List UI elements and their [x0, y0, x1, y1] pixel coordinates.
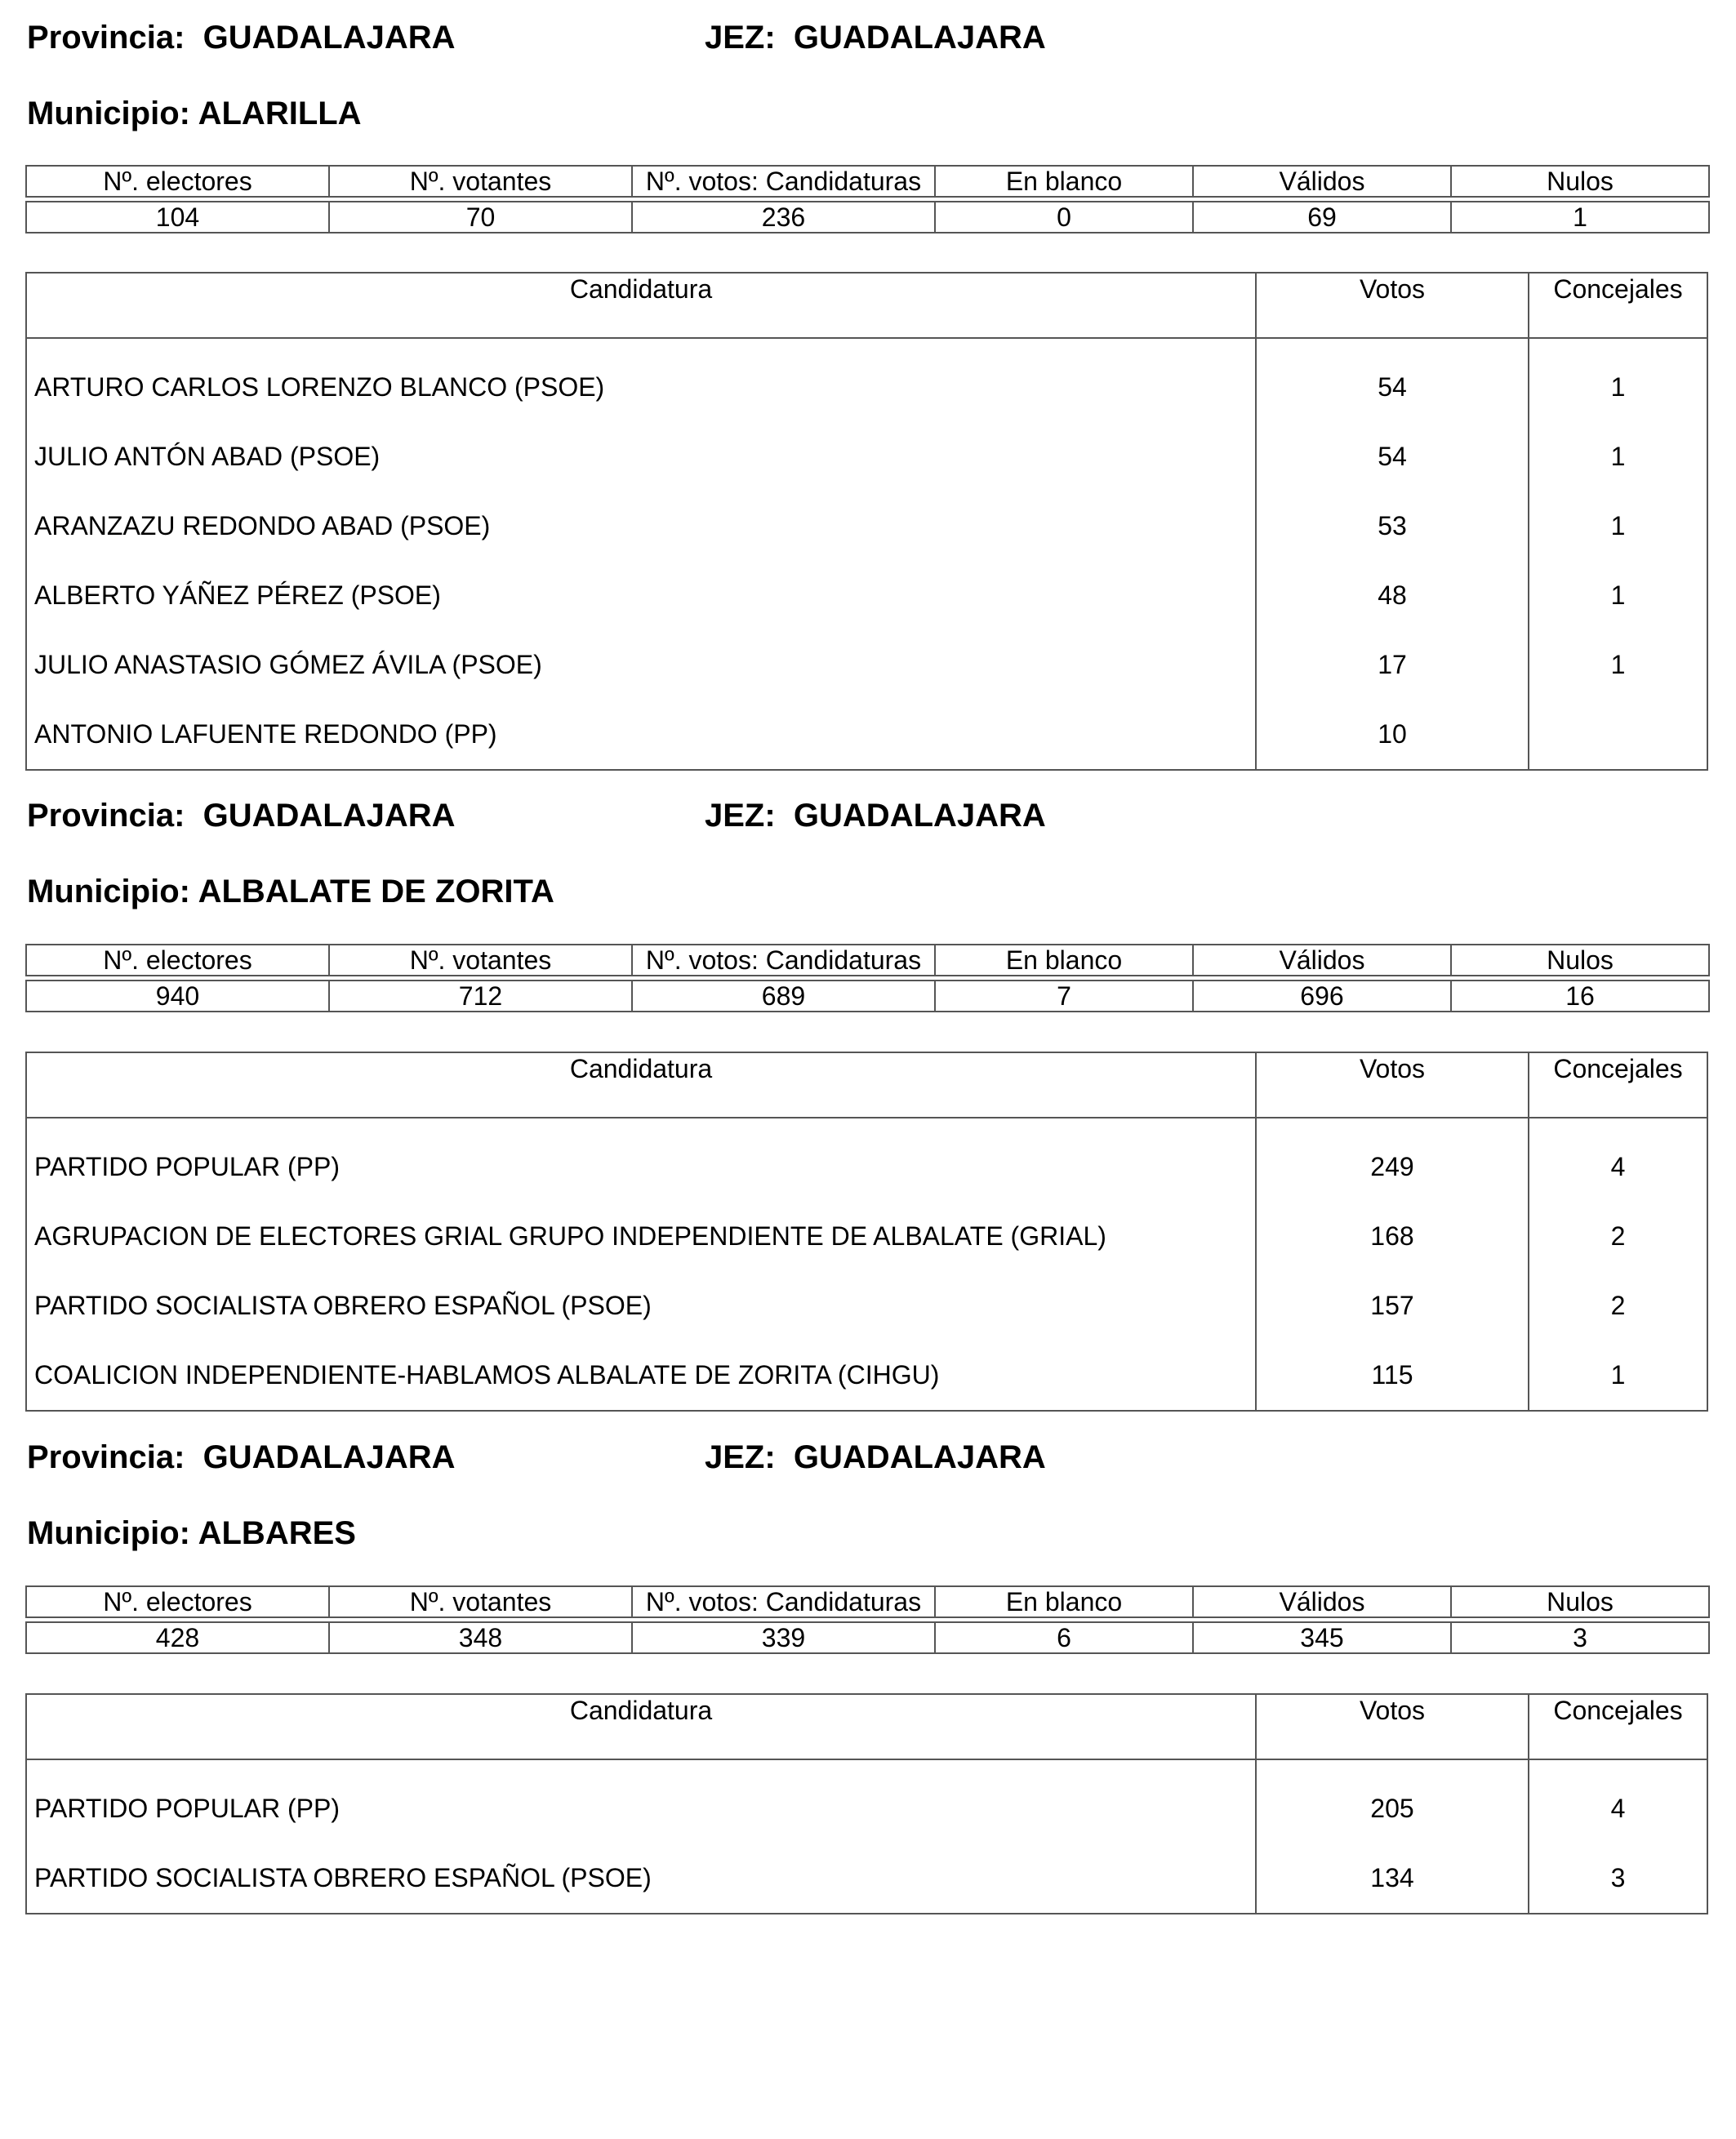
votos-header: Votos — [1255, 1695, 1528, 1759]
validos-value: 345 — [1193, 1622, 1451, 1653]
candidate-name-column — [27, 1760, 1255, 1913]
candidatura-header: Candidatura — [569, 1696, 713, 1725]
summary-header-row — [26, 1586, 1709, 1617]
validos-value: 69 — [1193, 202, 1451, 233]
candidate-seats: 3 — [1610, 1863, 1626, 1892]
votantes-header: Nº. votantes — [329, 945, 632, 976]
votantes-header: Nº. votantes — [329, 166, 632, 197]
validos-value: 696 — [1193, 981, 1451, 1012]
candidate-votes: 168 — [1370, 1221, 1414, 1251]
candidate-name: ANTONIO LAFUENTE REDONDO (PP) — [34, 719, 497, 749]
candidate-name: PARTIDO SOCIALISTA OBRERO ESPAÑOL (PSOE) — [34, 1863, 652, 1892]
candidate-votes: 134 — [1370, 1863, 1414, 1892]
votos-candidaturas-value: 689 — [632, 981, 935, 1012]
municipio-value: ALBALATE DE ZORITA — [198, 874, 554, 909]
summary-table — [25, 944, 1710, 1012]
votos-candidaturas-header: Nº. votos: Candidaturas — [632, 1586, 935, 1617]
electores-value: 940 — [26, 981, 329, 1012]
provincia-value: GUADALAJARA — [203, 1439, 456, 1475]
jez-value: GUADALAJARA — [793, 1439, 1046, 1475]
candidate-name: AGRUPACION DE ELECTORES GRIAL GRUPO INDEPENDIENTE DE ALBALATE (GRIAL) — [34, 1221, 1106, 1251]
candidate-votes: 54 — [1378, 372, 1407, 402]
candidate-votes: 205 — [1370, 1794, 1414, 1823]
municipio-heading — [27, 94, 362, 133]
nulos-value: 16 — [1451, 981, 1709, 1012]
candidate-votes-column — [1255, 339, 1528, 769]
candidate-seats: 1 — [1610, 442, 1626, 471]
candidate-name: JULIO ANTÓN ABAD (PSOE) — [34, 442, 381, 471]
nulos-value: 3 — [1451, 1622, 1709, 1653]
candidate-votes-column — [1255, 1118, 1528, 1410]
nulos-header: Nulos — [1451, 166, 1709, 197]
electores-value: 428 — [26, 1622, 329, 1653]
candidate-votes: 115 — [1371, 1360, 1413, 1390]
municipio-label: Municipio: — [27, 874, 190, 909]
electores-header: Nº. electores — [26, 166, 329, 197]
votantes-value: 70 — [329, 202, 632, 233]
candidate-votes-column — [1255, 1760, 1528, 1913]
provincia-heading — [27, 18, 456, 57]
municipio-value: ALARILLA — [198, 96, 362, 131]
candidate-name: PARTIDO POPULAR (PP) — [34, 1152, 340, 1181]
candidate-name: ALBERTO YÁÑEZ PÉREZ (PSOE) — [34, 580, 441, 610]
en-blanco-value: 6 — [935, 1622, 1193, 1653]
jez-value: GUADALAJARA — [793, 20, 1046, 56]
candidate-seats: 1 — [1610, 372, 1626, 402]
en-blanco-value: 0 — [935, 202, 1193, 233]
candidate-votes: 54 — [1378, 442, 1407, 471]
provincia-value: GUADALAJARA — [203, 20, 456, 56]
candidate-votes: 48 — [1378, 580, 1407, 610]
candidate-seats: 1 — [1610, 1360, 1626, 1390]
municipio-label: Municipio: — [27, 1515, 190, 1551]
candidate-seats: 1 — [1610, 511, 1626, 540]
votos-candidaturas-header: Nº. votos: Candidaturas — [632, 166, 935, 197]
candidate-name: COALICION INDEPENDIENTE-HABLAMOS ALBALATE DE ZORITA (CIHGU) — [34, 1360, 940, 1390]
jez-heading — [705, 796, 1046, 835]
provincia-heading — [27, 1438, 456, 1477]
candidate-name: PARTIDO POPULAR (PP) — [34, 1794, 340, 1823]
candidate-seats: 4 — [1610, 1152, 1626, 1181]
summary-header-row — [26, 945, 1709, 976]
provincia-heading — [27, 796, 456, 835]
results-header-row — [27, 1695, 1707, 1760]
validos-header: Válidos — [1193, 945, 1451, 976]
concejales-header: Concejales — [1528, 1053, 1707, 1117]
en-blanco-value: 7 — [935, 981, 1193, 1012]
candidate-name-column — [27, 1118, 1255, 1410]
candidatura-header: Candidatura — [569, 274, 713, 304]
jez-label: JEZ: — [705, 20, 776, 56]
summary-header-row — [26, 166, 1709, 197]
candidate-votes: 249 — [1370, 1152, 1414, 1181]
candidate-seats — [1529, 700, 1707, 769]
votantes-value: 712 — [329, 981, 632, 1012]
jez-value: GUADALAJARA — [793, 798, 1046, 834]
results-header-row — [27, 1053, 1707, 1118]
provincia-label: Provincia: — [27, 798, 185, 834]
votantes-header: Nº. votantes — [329, 1586, 632, 1617]
votos-candidaturas-value: 236 — [632, 202, 935, 233]
results-table — [25, 1693, 1708, 1914]
votos-candidaturas-value: 339 — [632, 1622, 935, 1653]
jez-heading — [705, 1438, 1046, 1477]
candidatura-header: Candidatura — [569, 1054, 713, 1083]
candidate-name: JULIO ANASTASIO GÓMEZ ÁVILA (PSOE) — [34, 650, 542, 679]
jez-label: JEZ: — [705, 798, 776, 834]
municipio-heading — [27, 1514, 356, 1553]
candidate-name: ARANZAZU REDONDO ABAD (PSOE) — [34, 511, 491, 540]
provincia-value: GUADALAJARA — [203, 798, 456, 834]
provincia-label: Provincia: — [27, 1439, 185, 1475]
nulos-header: Nulos — [1451, 1586, 1709, 1617]
results-body — [27, 1760, 1707, 1913]
nulos-value: 1 — [1451, 202, 1709, 233]
municipio-value: ALBARES — [198, 1515, 356, 1551]
results-table — [25, 1052, 1708, 1412]
candidate-votes: 157 — [1370, 1291, 1414, 1320]
votantes-value: 348 — [329, 1622, 632, 1653]
votos-header: Votos — [1255, 1053, 1528, 1117]
votos-candidaturas-header: Nº. votos: Candidaturas — [632, 945, 935, 976]
candidate-votes: 17 — [1378, 650, 1407, 679]
nulos-header: Nulos — [1451, 945, 1709, 976]
candidate-votes: 10 — [1378, 719, 1407, 749]
candidate-name: PARTIDO SOCIALISTA OBRERO ESPAÑOL (PSOE) — [34, 1291, 652, 1320]
candidate-seats-column — [1528, 1118, 1707, 1410]
candidate-name: ARTURO CARLOS LORENZO BLANCO (PSOE) — [34, 372, 605, 402]
candidate-seats: 4 — [1610, 1794, 1626, 1823]
electores-value: 104 — [26, 202, 329, 233]
results-body — [27, 339, 1707, 769]
summary-values-row — [26, 202, 1709, 233]
candidate-seats-column — [1528, 339, 1707, 769]
candidate-seats-column — [1528, 1760, 1707, 1913]
en-blanco-header: En blanco — [935, 166, 1193, 197]
results-header-row — [27, 273, 1707, 339]
candidate-seats: 2 — [1610, 1291, 1626, 1320]
votos-header: Votos — [1255, 273, 1528, 337]
summary-table — [25, 165, 1710, 233]
candidate-seats: 1 — [1610, 650, 1626, 679]
municipio-label: Municipio: — [27, 96, 190, 131]
en-blanco-header: En blanco — [935, 1586, 1193, 1617]
candidate-name-column — [27, 339, 1255, 769]
validos-header: Válidos — [1193, 1586, 1451, 1617]
jez-heading — [705, 18, 1046, 57]
summary-table — [25, 1585, 1710, 1654]
concejales-header: Concejales — [1528, 1695, 1707, 1759]
candidate-seats: 2 — [1610, 1221, 1626, 1251]
en-blanco-header: En blanco — [935, 945, 1193, 976]
provincia-label: Provincia: — [27, 20, 185, 56]
municipio-heading — [27, 872, 554, 911]
candidate-votes: 53 — [1378, 511, 1407, 540]
results-body — [27, 1118, 1707, 1410]
electores-header: Nº. electores — [26, 1586, 329, 1617]
summary-values-row — [26, 1622, 1709, 1653]
jez-label: JEZ: — [705, 1439, 776, 1475]
results-table — [25, 272, 1708, 771]
validos-header: Válidos — [1193, 166, 1451, 197]
electores-header: Nº. electores — [26, 945, 329, 976]
concejales-header: Concejales — [1528, 273, 1707, 337]
summary-values-row — [26, 981, 1709, 1012]
candidate-seats: 1 — [1610, 580, 1626, 610]
